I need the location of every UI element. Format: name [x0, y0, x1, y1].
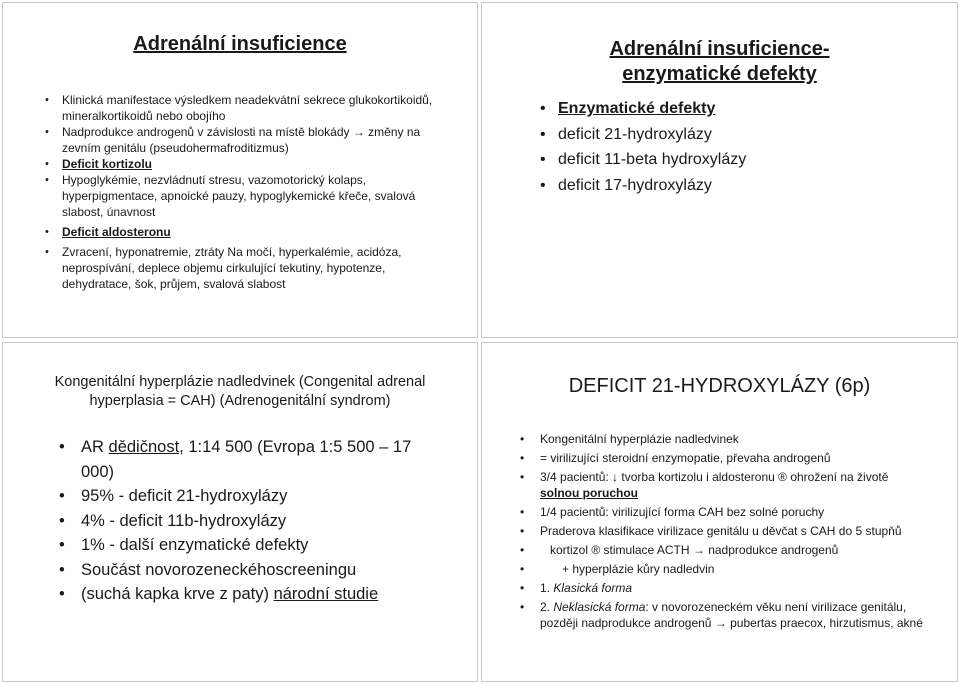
heading-cortisol-deficit: Deficit kortizolu — [62, 157, 153, 171]
text: : v novorozeneckém věku není virilizace genitálu, později nadprodukce androgenů → pubertas praecox, hirzutismus, akné — [540, 600, 923, 630]
enzymatic-defects-heading: Enzymatické defekty — [558, 100, 716, 117]
list-item: • Praderova klasifikace virilizace genitálu u děvčat s CAH do 5 stupňů — [518, 523, 928, 539]
inheritance-term: dědičnost — [108, 438, 180, 456]
list-item: • deficit 17-hydroxylázy — [540, 173, 746, 199]
list-item: • deficit 11-beta hydroxylázy — [540, 147, 746, 173]
list-item: • Zvracení, hyponatremie, ztráty Na močí, hyperkalémie, acidóza, neprospívání, deplece objemu cirkulující tekutiny, hypotenze, dehydratace, šok, průjem, svalová slabost — [45, 244, 449, 292]
slide2-list — [540, 96, 746, 198]
salt-disorder-term: solnou poruchou — [540, 486, 638, 500]
list-item — [518, 469, 928, 501]
text: , 1:14 500 (Evropa 1:5 500 – 17 000) — [81, 438, 412, 481]
text: 3/4 pacientů: ↓ tvorba kortizolu i aldosteronu ® ohrožení na životě — [540, 470, 889, 484]
slide1-list — [45, 92, 449, 292]
slide-adrenal-insufficiency — [2, 2, 478, 338]
list-item — [518, 580, 928, 596]
list-item: • deficit 21-hydroxylázy — [540, 122, 746, 148]
list-item: • Nadprodukce androgenů v závislosti na místě blokády → změny na zevním genitálu (pseudohermafroditizmus) — [45, 124, 449, 156]
list-item: • Hypoglykémie, nezvládnutí stresu, vazomotorický kolaps, hyperpigmentace, apnoické pauzy, hypoglykemické křeče, svalová slabost, únavnost — [45, 172, 449, 220]
list-item: • Kongenitální hyperplázie nadledvinek — [518, 431, 928, 447]
slide-cah — [2, 342, 478, 682]
list-item: • = virilizující steroidní enzymopatie, převaha androgenů — [518, 450, 928, 466]
text: 1. — [540, 581, 554, 595]
slide1-title: Adrenální insuficience — [133, 33, 347, 55]
list-item — [540, 96, 746, 122]
list-item: • 95% - deficit 21-hydroxylázy — [57, 484, 427, 509]
list-item: • 1% - další enzymatické defekty — [57, 533, 427, 558]
list-item: • 4% - deficit 11b-hydroxylázy — [57, 509, 427, 534]
list-item — [518, 599, 928, 631]
text: (suchá kapka krve z paty) — [81, 585, 274, 603]
list-item — [45, 156, 449, 172]
slide2-title-line1: Adrenální insuficience- — [609, 38, 830, 60]
list-item: • Klinická manifestace výsledkem neadekvátní sekrece glukokortikoidů, mineralkortikoidů nebo obojího — [45, 92, 449, 124]
national-study-term: národní studie — [273, 585, 379, 603]
slide-21-hydroxylase-deficit — [481, 342, 958, 682]
text: AR — [81, 438, 109, 456]
classic-form-term: Klasická forma — [553, 581, 633, 595]
slide3-list — [57, 435, 427, 607]
list-item-continuation — [57, 582, 427, 607]
slide4-list — [518, 431, 928, 634]
slide2-title-line2: enzymatické defekty — [622, 63, 817, 85]
slide-enzymatic-defects — [481, 2, 958, 338]
heading-aldosterone-deficit: Deficit aldosteronu — [62, 225, 171, 239]
slide4-title: DEFICIT 21-HYDROXYLÁZY (6p) — [568, 375, 871, 397]
text: 2. — [540, 600, 554, 614]
list-item: • Součást novorozeneckéhoscreeningu — [57, 558, 427, 583]
slide3-title: Kongenitální hyperplázie nadledvinek (Congenital adrenal hyperplasia = CAH) (Adrenogenitální syndrom) — [54, 374, 426, 409]
slide2-title — [482, 37, 957, 87]
nonclassic-form-term: Neklasická forma — [553, 600, 646, 614]
list-item — [45, 224, 449, 240]
list-item: • 1/4 pacientů: virilizující forma CAH bez solné poruchy — [518, 504, 928, 520]
list-item — [57, 435, 427, 484]
list-item: • + hyperplázie kůry nadledvin — [518, 561, 928, 577]
list-item: • kortizol ® stimulace ACTH → nadprodukce androgenů — [518, 542, 928, 558]
